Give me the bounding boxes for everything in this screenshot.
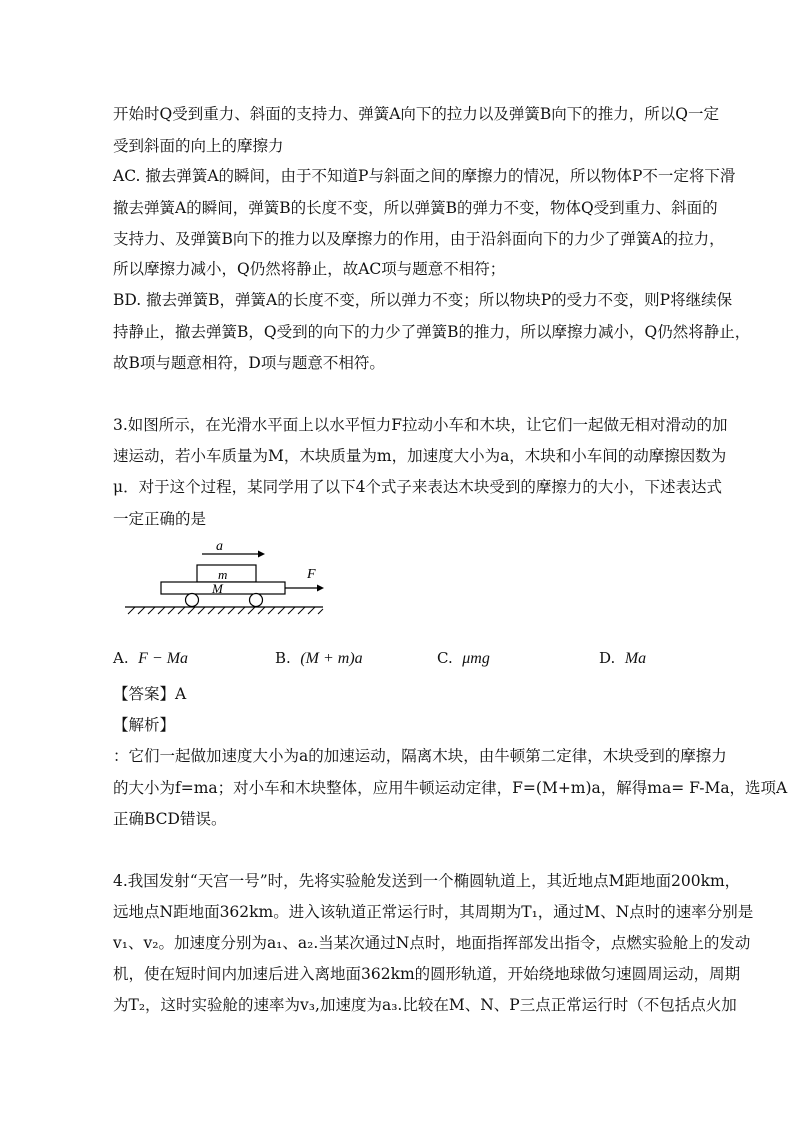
option-b: B. (M + m)a	[275, 649, 363, 667]
answer-label: 【答案】A	[113, 685, 187, 703]
option-a: A. F − Ma	[113, 649, 189, 667]
text-line: 所以摩擦力减小，Q仍然将静止，故AC项与题意不相符；	[113, 260, 506, 278]
option-c: C. μmg	[437, 649, 490, 667]
text-line: 机，使在短时间内加速后进入离地面362km的圆形轨道，开始绕地球做匀速圆周运动，周期	[113, 965, 741, 983]
text-line: 为T₂，这时实验舱的速率为v₃,加速度为a₃.比较在M、N、P三点正常运行时（不包括点火加	[113, 996, 737, 1014]
text-line: AC. 撤去弹簧A的瞬间，由于不知道P与斜面之间的摩擦力的情况，所以物体P不一定将下滑	[113, 167, 736, 185]
wheel-right	[250, 594, 263, 607]
text-line: ：它们一起做加速度大小为a的加速运动，隔离木块，由牛顿第二定律，木块受到的摩擦力	[113, 747, 727, 765]
text-line: 受到斜面的向上的摩擦力	[113, 137, 284, 155]
ground-hatching	[128, 607, 323, 614]
analysis-title: 【解析】	[113, 716, 176, 734]
text-line: 4.我国发射“天宫一号”时，先将实验舱发送到一个椭圆轨道上，其近地点M距地面200km，	[113, 872, 741, 890]
acceleration-label: a	[216, 539, 223, 554]
text-line: 持静止，撤去弹簧B，Q受到的向下的力少了弹簧B的推力，所以摩擦力减小，Q仍然将静止，	[113, 323, 751, 341]
cart-block-diagram	[120, 538, 360, 628]
text-line: 故B项与题意相符，D项与题意不相符。	[113, 354, 385, 372]
text-line: 撤去弹簧A的瞬间，弹簧B的长度不变，所以弹簧B的弹力不变，物体Q受到重力、斜面的	[113, 199, 718, 217]
cart-M	[161, 582, 285, 594]
block-label: m	[218, 567, 228, 582]
text-line: 远地点N距地面362km。进入该轨道正常运行时，其周期为T₁，通过M、N点时的速率分别是	[113, 903, 754, 921]
text-line: 正确BCD错误。	[113, 810, 227, 828]
text-line: 速运动，若小车质量为M，木块质量为m，加速度大小为a，木块和小车间的动摩擦因数为	[113, 447, 727, 465]
force-label: F	[307, 567, 316, 582]
text-line: 的大小为f=ma；对小车和木块整体，应用牛顿运动定律，F=(M+m)a，解得ma= F-Ma，选项A	[113, 779, 788, 797]
text-line: BD. 撤去弹簧B，弹簧A的长度不变，所以弹力不变；所以物块P的受力不变，则P将继续保	[113, 291, 733, 309]
text-line: 支持力、及弹簧B向下的推力以及摩擦力的作用，由于沿斜面向下的力少了弹簧A的拉力，	[113, 230, 725, 248]
text-line: v₁、v₂。加速度分别为a₁、a₂.当某次通过N点时，地面指挥部发出指令，点燃实验舱上的发动	[113, 934, 751, 952]
text-line: 开始时Q受到重力、斜面的支持力、弹簧A向下的拉力以及弹簧B向下的推力，所以Q一定	[113, 105, 720, 123]
option-d: D. Ma	[599, 649, 647, 667]
text-line: μ．对于这个过程，某同学用了以下4个式子来表达木块受到的摩擦力的大小，下述表达式	[113, 478, 722, 496]
text-line: 3.如图所示，在光滑水平面上以水平恒力F拉动小车和木块，让它们一起做无相对滑动的加	[113, 416, 728, 434]
text-line: 一定正确的是	[113, 510, 207, 528]
wheel-left	[186, 594, 199, 607]
cart-label: M	[212, 581, 223, 596]
